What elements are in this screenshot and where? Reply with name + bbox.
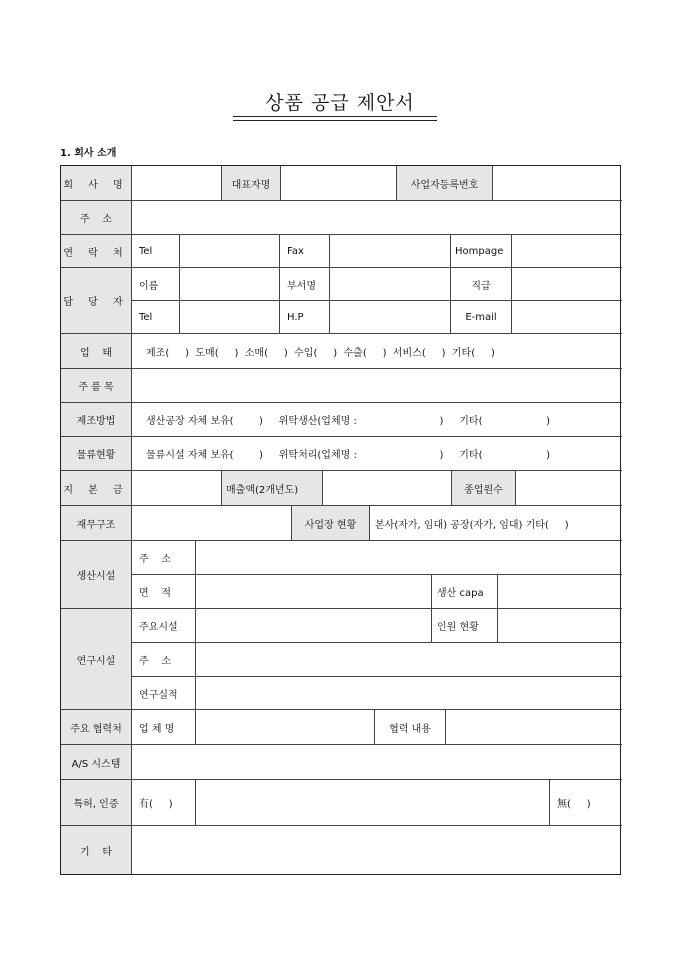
prod-address-field[interactable] [196, 541, 622, 575]
manager-label: 담 당 자 [61, 268, 132, 334]
sites-label: 사업장 현황 [292, 506, 370, 541]
fax-label: Fax [280, 235, 330, 268]
capacity-field[interactable] [498, 575, 622, 609]
main-items-label: 주 품 목 [61, 369, 132, 403]
name-label: 이름 [132, 268, 180, 301]
proposal-form [60, 165, 621, 875]
patent-has[interactable]: 有( ) [132, 780, 196, 826]
email-field[interactable] [512, 301, 622, 334]
address-label: 주 소 [61, 201, 132, 235]
dept-label: 부서명 [280, 268, 330, 301]
research-results-label: 연구실적 [132, 677, 196, 710]
staff-label: 인원 현황 [432, 609, 498, 643]
business-types[interactable]: 제조( ) 도매( ) 소매( ) 수입( ) 수출( ) 서비스( ) 기타( ) [132, 334, 622, 369]
bizno-label: 사업자등록번호 [397, 166, 493, 201]
title-underline [233, 116, 437, 121]
logistics-options[interactable]: 물류시설 자체 보유( ) 위탁처리(업체명 : ) 기타( ) [132, 437, 622, 471]
position-label: 직급 [451, 268, 512, 301]
fax-field[interactable] [330, 235, 451, 268]
facilities-label: 주요시설 [132, 609, 196, 643]
section-heading: 1. 회사 소개 [60, 148, 117, 159]
as-system-field[interactable] [132, 745, 622, 780]
homepage-label: Hompage [451, 235, 512, 268]
hp-field[interactable] [330, 301, 451, 334]
patent-none[interactable]: 無( ) [550, 780, 622, 826]
company-name-field[interactable] [132, 166, 222, 201]
employees-field[interactable] [516, 471, 622, 506]
manager-tel-label: Tel [132, 301, 180, 334]
capital-label: 지 본 금 [61, 471, 132, 506]
partner-name-field[interactable] [196, 710, 375, 745]
contact-label: 연 락 처 [61, 235, 132, 268]
research-address-label: 주 소 [132, 643, 196, 677]
partner-name-label: 업 체 명 [132, 710, 196, 745]
logistics-label: 물류현황 [61, 437, 132, 471]
ceo-label: 대표자명 [222, 166, 281, 201]
finance-field[interactable] [132, 506, 292, 541]
ceo-field[interactable] [281, 166, 397, 201]
partners-label: 주요 협력처 [61, 710, 132, 745]
email-label: E-mail [451, 301, 512, 334]
production-label: 생산시설 [61, 541, 132, 609]
name-field[interactable] [180, 268, 280, 301]
employees-label: 종업원수 [452, 471, 516, 506]
homepage-field[interactable] [512, 235, 622, 268]
hp-label: H.P [280, 301, 330, 334]
main-items-field[interactable] [132, 369, 622, 403]
capacity-label: 생산 capa [432, 575, 498, 609]
research-address-field[interactable] [196, 643, 622, 677]
business-label: 업 태 [61, 334, 132, 369]
patent-field[interactable] [196, 780, 550, 826]
manager-tel-field[interactable] [180, 301, 280, 334]
address-field[interactable] [132, 201, 622, 235]
manufacturing-options[interactable]: 생산공장 자체 보유( ) 위탁생산(업체명 : ) 기타( ) [132, 403, 622, 437]
manufacturing-label: 제조방법 [61, 403, 132, 437]
sales-field[interactable] [323, 471, 452, 506]
prod-address-label: 주 소 [132, 541, 196, 575]
etc-label: 기 타 [61, 826, 132, 874]
area-field[interactable] [196, 575, 432, 609]
sites-options[interactable]: 본사(자가, 임대) 공장(자가, 임대) 기타( ) [370, 506, 622, 541]
capital-field[interactable] [132, 471, 222, 506]
position-field[interactable] [512, 268, 622, 301]
page-title: 상품 공급 제안서 [265, 92, 415, 114]
facilities-field[interactable] [196, 609, 432, 643]
staff-field[interactable] [498, 609, 622, 643]
research-results-field[interactable] [196, 677, 622, 710]
as-system-label: A/S 시스템 [61, 745, 132, 780]
etc-field[interactable] [132, 826, 622, 874]
partner-detail-label: 협력 내용 [375, 710, 446, 745]
partner-detail-field[interactable] [446, 710, 622, 745]
tel-field[interactable] [180, 235, 280, 268]
company-label: 회 사 명 [61, 166, 132, 201]
area-label: 면 적 [132, 575, 196, 609]
dept-field[interactable] [330, 268, 451, 301]
tel-label: Tel [132, 235, 180, 268]
patent-label: 특허, 인증 [61, 780, 132, 826]
sales-label: 매출액(2개년도) [222, 471, 323, 506]
finance-label: 재무구조 [61, 506, 132, 541]
bizno-field[interactable] [493, 166, 622, 201]
research-label: 연구시설 [61, 609, 132, 710]
